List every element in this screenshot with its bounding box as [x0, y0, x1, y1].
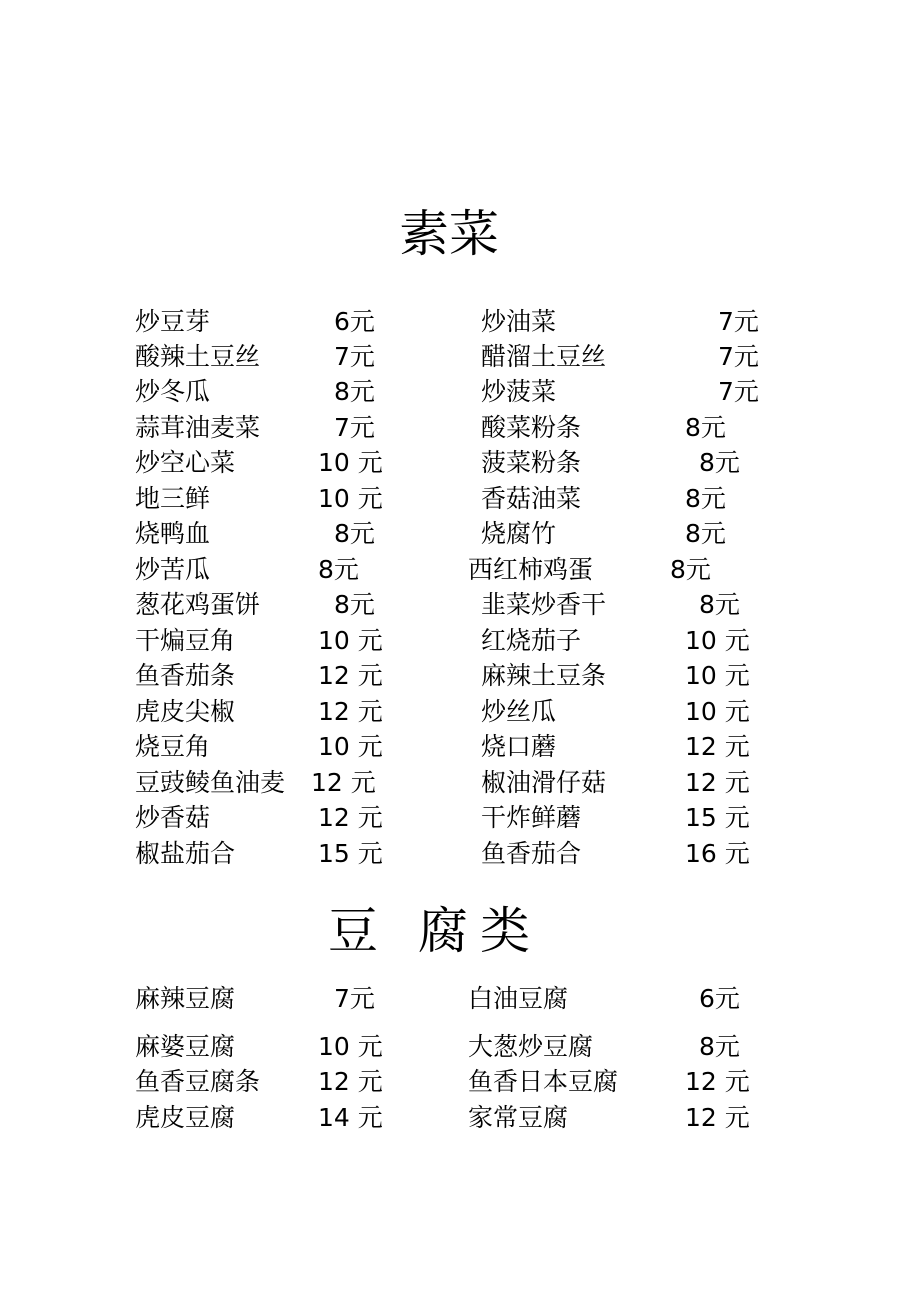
veg-left-dish-name: 虎皮尖椒 [135, 697, 236, 726]
veg-left-dish-name: 烧豆角 [135, 732, 211, 761]
veg-left-dish-price: 10 元 [318, 732, 383, 761]
veg-left-dish-price: 15 元 [318, 839, 383, 868]
veg-left-dish-name: 干煸豆角 [135, 626, 236, 655]
veg-right-dish-price: 8元 [699, 590, 740, 619]
veg-right-dish-price: 7元 [718, 342, 759, 371]
veg-right-dish-name: 红烧茄子 [481, 626, 582, 655]
veg-left-dish-price: 12 元 [318, 803, 383, 832]
section-title-vegetables: 素菜 [399, 205, 499, 263]
veg-right-dish-name: 醋溜土豆丝 [481, 342, 607, 371]
veg-left-dish-name: 炒苦瓜 [135, 555, 211, 584]
tofu-left-dish-name: 麻婆豆腐 [135, 1032, 236, 1061]
veg-left-dish-price: 7元 [334, 413, 375, 442]
veg-left-dish-price: 12 元 [318, 661, 383, 690]
veg-left-dish-name: 豆豉鲮鱼油麦 [135, 768, 286, 797]
veg-left-dish-price: 6元 [334, 307, 375, 336]
veg-left-dish-name: 炒香菇 [135, 803, 211, 832]
veg-right-dish-price: 16 元 [685, 839, 750, 868]
veg-left-dish-name: 烧鸭血 [135, 519, 211, 548]
veg-left-dish-price: 8元 [318, 555, 359, 584]
tofu-left-dish-price: 14 元 [318, 1103, 383, 1132]
veg-right-dish-name: 烧腐竹 [481, 519, 557, 548]
veg-right-dish-name: 炒菠菜 [481, 377, 557, 406]
veg-right-dish-name: 酸菜粉条 [481, 413, 582, 442]
tofu-right-dish-price: 6元 [699, 984, 740, 1013]
veg-right-dish-price: 12 元 [685, 768, 750, 797]
veg-right-dish-price: 12 元 [685, 732, 750, 761]
tofu-right-dish-name: 鱼香日本豆腐 [468, 1067, 619, 1096]
veg-right-dish-price: 7元 [718, 377, 759, 406]
veg-right-dish-price: 8元 [670, 555, 711, 584]
veg-right-dish-name: 烧口蘑 [481, 732, 557, 761]
veg-left-dish-name: 椒盐茄合 [135, 839, 236, 868]
tofu-left-dish-name: 鱼香豆腐条 [135, 1067, 261, 1096]
veg-right-dish-name: 菠菜粉条 [481, 448, 582, 477]
veg-left-dish-name: 炒豆芽 [135, 307, 211, 336]
tofu-right-dish-price: 12 元 [685, 1067, 750, 1096]
tofu-left-dish-price: 7元 [334, 984, 375, 1013]
veg-left-dish-name: 酸辣土豆丝 [135, 342, 261, 371]
veg-left-dish-name: 地三鲜 [135, 484, 211, 513]
veg-right-dish-price: 15 元 [685, 803, 750, 832]
veg-right-dish-price: 7元 [718, 307, 759, 336]
veg-right-dish-name: 麻辣土豆条 [481, 661, 607, 690]
veg-right-dish-name: 干炸鲜蘑 [481, 803, 582, 832]
veg-left-dish-price: 8元 [334, 590, 375, 619]
tofu-left-dish-price: 12 元 [318, 1067, 383, 1096]
veg-right-dish-price: 8元 [699, 448, 740, 477]
veg-right-dish-price: 10 元 [685, 697, 750, 726]
veg-left-dish-price: 12 元 [318, 697, 383, 726]
veg-left-dish-price: 10 元 [318, 626, 383, 655]
veg-right-dish-price: 10 元 [685, 661, 750, 690]
veg-right-dish-price: 8元 [685, 484, 726, 513]
veg-right-dish-name: 椒油滑仔菇 [481, 768, 607, 797]
veg-right-dish-price: 8元 [685, 413, 726, 442]
veg-left-dish-name: 炒冬瓜 [135, 377, 211, 406]
veg-left-dish-name: 蒜茸油麦菜 [135, 413, 261, 442]
veg-right-dish-name: 韭菜炒香干 [481, 590, 607, 619]
veg-left-dish-name: 鱼香茄条 [135, 661, 236, 690]
section-title-tofu: 豆 腐类 [328, 902, 542, 960]
veg-left-dish-price: 7元 [334, 342, 375, 371]
veg-left-dish-name: 炒空心菜 [135, 448, 236, 477]
veg-right-dish-price: 10 元 [685, 626, 750, 655]
veg-right-dish-name: 香菇油菜 [481, 484, 582, 513]
tofu-right-dish-price: 12 元 [685, 1103, 750, 1132]
tofu-left-dish-name: 麻辣豆腐 [135, 984, 236, 1013]
veg-right-dish-name: 西红柿鸡蛋 [468, 555, 594, 584]
veg-left-dish-price: 12 元 [311, 768, 376, 797]
tofu-left-dish-name: 虎皮豆腐 [135, 1103, 236, 1132]
tofu-right-dish-name: 大葱炒豆腐 [468, 1032, 594, 1061]
tofu-right-dish-name: 家常豆腐 [468, 1103, 569, 1132]
veg-left-dish-price: 8元 [334, 377, 375, 406]
veg-right-dish-name: 鱼香茄合 [481, 839, 582, 868]
veg-right-dish-name: 炒丝瓜 [481, 697, 557, 726]
tofu-right-dish-price: 8元 [699, 1032, 740, 1061]
tofu-left-dish-price: 10 元 [318, 1032, 383, 1061]
veg-right-dish-name: 炒油菜 [481, 307, 557, 336]
veg-left-dish-name: 葱花鸡蛋饼 [135, 590, 261, 619]
veg-right-dish-price: 8元 [685, 519, 726, 548]
tofu-right-dish-name: 白油豆腐 [468, 984, 569, 1013]
veg-left-dish-price: 10 元 [318, 484, 383, 513]
veg-left-dish-price: 8元 [334, 519, 375, 548]
veg-left-dish-price: 10 元 [318, 448, 383, 477]
